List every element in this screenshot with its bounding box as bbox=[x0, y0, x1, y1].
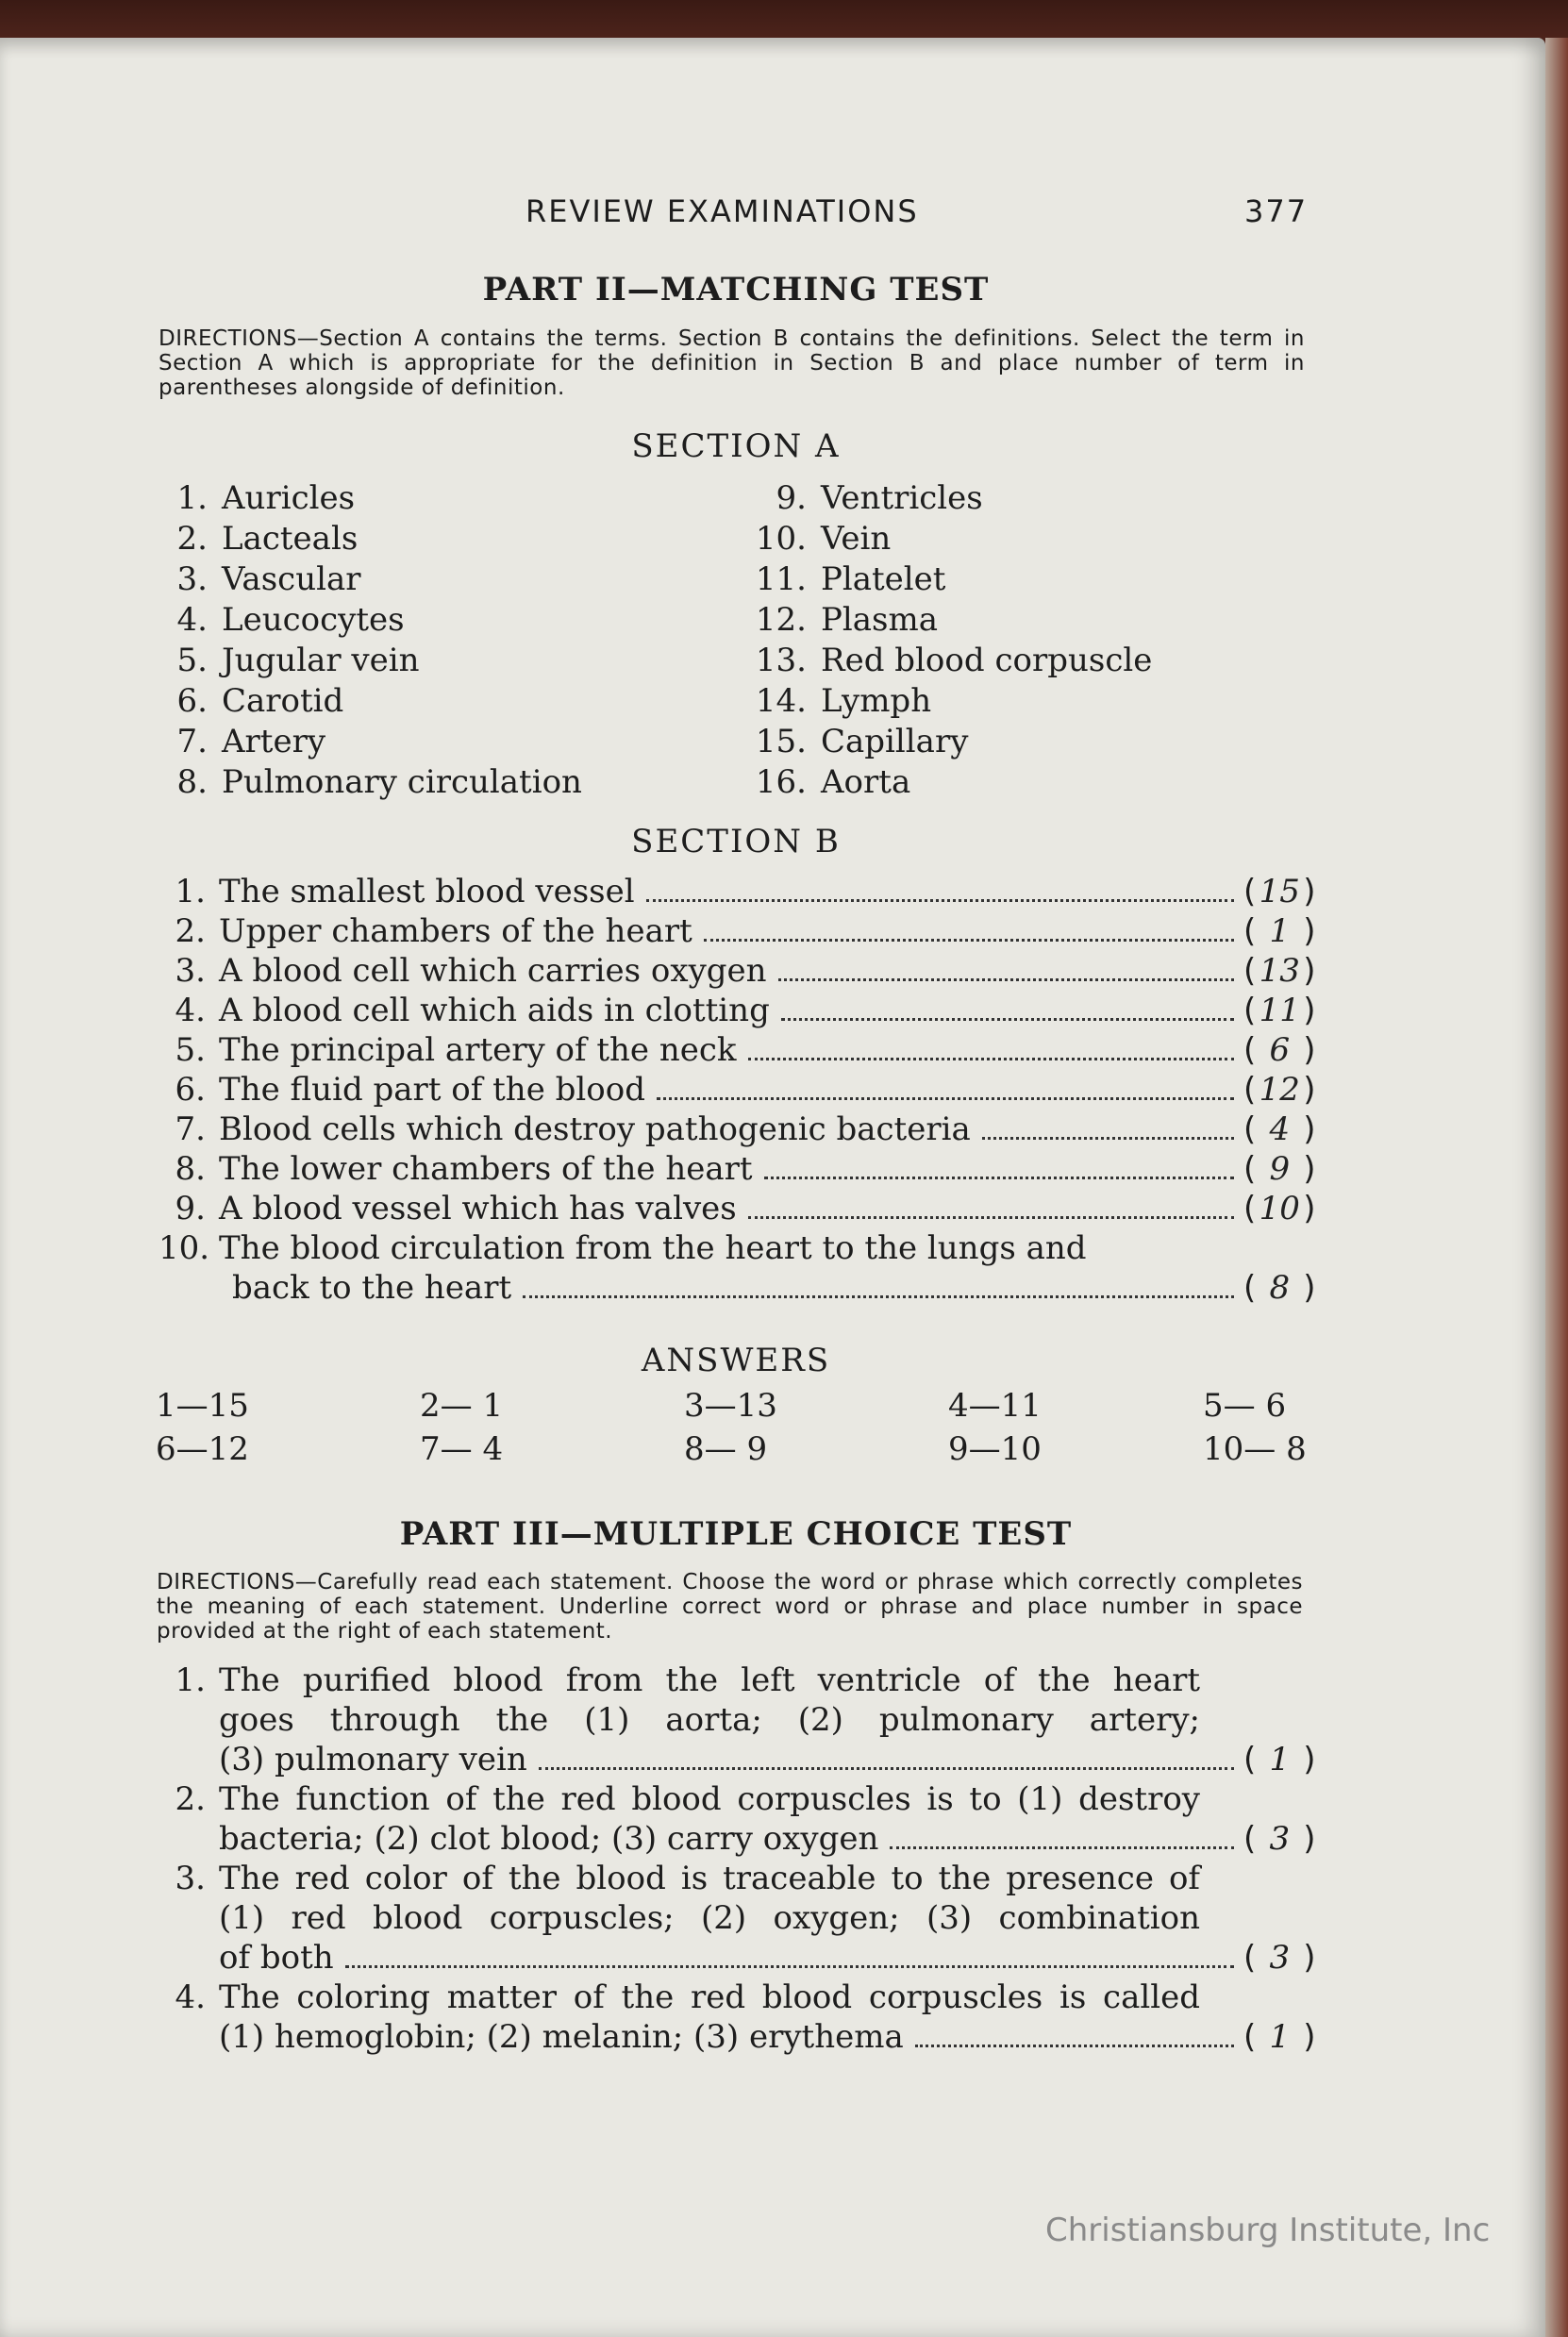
section-a-heading: SECTION A bbox=[631, 427, 841, 465]
handwritten-answer: 3 bbox=[1269, 1820, 1291, 1858]
section-a-term bbox=[745, 763, 910, 801]
section-a-term bbox=[175, 723, 325, 760]
term-number: 2. bbox=[176, 520, 208, 558]
term-label: Vein bbox=[821, 520, 892, 558]
term-label: Platelet bbox=[821, 560, 946, 598]
definition-item bbox=[158, 951, 1328, 991]
dot-leader bbox=[748, 1058, 1234, 1060]
answers-heading: ANSWERS bbox=[641, 1342, 831, 1379]
term-label: Red blood corpuscle bbox=[821, 642, 1153, 679]
term-number: 1. bbox=[176, 479, 208, 517]
definition-item bbox=[158, 1149, 1328, 1189]
answer-blank: ( 6 ) bbox=[1243, 1031, 1316, 1069]
term-label: Lymph bbox=[821, 682, 932, 720]
term-number: 13. bbox=[755, 642, 807, 679]
section-a-term bbox=[175, 601, 405, 639]
term-label: Vascular bbox=[222, 560, 361, 598]
handwritten-answer: 1 bbox=[1269, 2018, 1291, 2056]
definition-text: A blood cell which aids in clotting bbox=[219, 992, 770, 1029]
question-first-line bbox=[158, 1661, 1328, 1700]
handwritten-answer: 4 bbox=[1269, 1110, 1291, 1148]
dot-leader bbox=[523, 1295, 1234, 1298]
answer-blank: ( 1 ) bbox=[1243, 2018, 1316, 2056]
section-a-term bbox=[745, 642, 1152, 679]
definition-number: 9. bbox=[175, 1190, 206, 1227]
term-number: 15. bbox=[755, 723, 807, 760]
definition-number: 10. bbox=[158, 1229, 210, 1267]
definition-text: The principal artery of the neck bbox=[219, 1031, 737, 1069]
definition-item bbox=[158, 1070, 1328, 1110]
question-number: 2. bbox=[175, 1780, 206, 1818]
handwritten-answer: 12 bbox=[1259, 1071, 1300, 1109]
term-number: 3. bbox=[176, 560, 208, 598]
question-text: The function of the red blood corpuscles is to (1) destroy bbox=[219, 1780, 1200, 1818]
dot-leader bbox=[915, 2045, 1234, 2047]
question-text: The coloring matter of the red blood corpuscles is called bbox=[219, 1978, 1200, 2016]
definition-number: 8. bbox=[175, 1150, 206, 1188]
section-a-term bbox=[175, 642, 420, 679]
multiple-choice-item bbox=[158, 1779, 1328, 1859]
answer-pair: 3—13 bbox=[684, 1387, 777, 1425]
dot-leader bbox=[890, 1846, 1234, 1849]
handwritten-answer: 3 bbox=[1269, 1939, 1291, 1977]
section-a-term bbox=[745, 723, 968, 760]
section-a-term bbox=[175, 560, 361, 598]
answers-row bbox=[156, 1430, 1311, 1474]
answer-blank: (15) bbox=[1243, 873, 1316, 910]
handwritten-answer: 13 bbox=[1259, 952, 1300, 990]
definition-text: Blood cells which destroy pathogenic bacteria bbox=[219, 1110, 971, 1148]
term-label: Aorta bbox=[821, 763, 911, 801]
term-number: 11. bbox=[755, 560, 807, 598]
term-number: 4. bbox=[176, 601, 208, 639]
book-page bbox=[0, 38, 1545, 2337]
answer-blank: (10) bbox=[1243, 1190, 1316, 1227]
section-a-term bbox=[175, 479, 355, 517]
answers-row bbox=[156, 1387, 1311, 1430]
handwritten-answer: 1 bbox=[1269, 1741, 1291, 1778]
definition-item bbox=[158, 872, 1328, 911]
multiple-choice-item bbox=[158, 1661, 1328, 1779]
definition-text: A blood cell which carries oxygen bbox=[219, 952, 767, 990]
question-last-line bbox=[158, 1819, 1328, 1859]
definition-text: back to the heart bbox=[232, 1269, 512, 1307]
section-a-term bbox=[745, 560, 945, 598]
definition-item bbox=[158, 1189, 1328, 1228]
answer-blank: (12) bbox=[1243, 1071, 1316, 1109]
term-label: Ventricles bbox=[821, 479, 983, 517]
question-last-line bbox=[158, 1938, 1328, 1978]
handwritten-answer: 9 bbox=[1269, 1150, 1291, 1188]
answer-pair: 5— 6 bbox=[1203, 1387, 1287, 1425]
definition-number: 3. bbox=[175, 952, 206, 990]
answer-blank: ( 3 ) bbox=[1243, 1939, 1316, 1977]
definition-number: 4. bbox=[175, 992, 206, 1029]
definition-number: 1. bbox=[175, 873, 206, 910]
question-number: 4. bbox=[175, 1978, 206, 2016]
section-a-term bbox=[745, 520, 891, 558]
term-number: 16. bbox=[755, 763, 807, 801]
term-number: 8. bbox=[176, 763, 208, 801]
definition-number: 5. bbox=[175, 1031, 206, 1069]
section-a-term bbox=[745, 601, 938, 639]
question-last-line bbox=[158, 2017, 1328, 2057]
term-number: 6. bbox=[176, 682, 208, 720]
section-a-term bbox=[745, 682, 931, 720]
answer-pair: 6—12 bbox=[156, 1430, 249, 1468]
answer-blank: ( 1 ) bbox=[1243, 912, 1316, 950]
answer-blank: ( 1 ) bbox=[1243, 1741, 1316, 1778]
part-2-title: PART II—MATCHING TEST bbox=[482, 271, 990, 309]
dot-leader bbox=[704, 939, 1234, 942]
question-text: (1) red blood corpuscles; (2) oxygen; (3) combination bbox=[219, 1899, 1200, 1937]
multiple-choice-item bbox=[158, 1978, 1328, 2057]
handwritten-answer: 11 bbox=[1259, 992, 1300, 1029]
dot-leader bbox=[646, 899, 1234, 902]
term-number: 7. bbox=[176, 723, 208, 760]
dot-leader bbox=[982, 1137, 1234, 1140]
part-3-directions: DIRECTIONS—Carefully read each statement. Choose the word or phrase which correctly completes the meaning of each statement. Underline correct word or phrase and place number in space provided at the right of each statement. bbox=[157, 1570, 1303, 1644]
section-a-term bbox=[745, 479, 983, 517]
answer-pair: 10— 8 bbox=[1203, 1430, 1307, 1468]
dot-leader bbox=[539, 1767, 1234, 1770]
question-text: of both bbox=[219, 1939, 334, 1977]
definition-text: The blood circulation from the heart to the lungs and bbox=[219, 1229, 1087, 1267]
definition-text: The lower chambers of the heart bbox=[219, 1150, 753, 1188]
watermark: Christiansburg Institute, Inc bbox=[1045, 2212, 1491, 2249]
question-first-line bbox=[158, 1779, 1328, 1819]
definition-number: 7. bbox=[175, 1110, 206, 1148]
definition-continuation bbox=[158, 1268, 1328, 1308]
handwritten-answer: 10 bbox=[1259, 1190, 1300, 1227]
question-text: (3) pulmonary vein bbox=[219, 1741, 527, 1778]
term-label: Plasma bbox=[821, 601, 938, 639]
running-head-title: REVIEW EXAMINATIONS bbox=[525, 193, 919, 229]
answer-pair: 7— 4 bbox=[420, 1430, 504, 1468]
answer-pair: 2— 1 bbox=[420, 1387, 504, 1425]
answer-blank: (13) bbox=[1243, 952, 1316, 990]
section-a-term bbox=[175, 520, 358, 558]
answer-pair: 9—10 bbox=[948, 1430, 1042, 1468]
definition-number: 6. bbox=[175, 1071, 206, 1109]
question-number: 1. bbox=[175, 1661, 206, 1699]
answer-pair: 1—15 bbox=[156, 1387, 249, 1425]
section-b-definitions bbox=[158, 872, 1328, 1308]
definition-number: 2. bbox=[175, 912, 206, 950]
multiple-choice-item bbox=[158, 1859, 1328, 1978]
handwritten-answer: 6 bbox=[1269, 1031, 1291, 1069]
definition-item bbox=[158, 991, 1328, 1030]
dot-leader bbox=[778, 978, 1234, 981]
term-number: 5. bbox=[176, 642, 208, 679]
answer-pair: 8— 9 bbox=[684, 1430, 768, 1468]
definition-item bbox=[158, 1110, 1328, 1149]
term-number: 12. bbox=[755, 601, 807, 639]
part-2-directions: DIRECTIONS—Section A contains the terms. Section B contains the definitions. Select the term in Section A which is appropriate for the definition in Section B and place number of term in parentheses alongside of definition. bbox=[158, 326, 1305, 400]
definition-item bbox=[158, 911, 1328, 951]
term-label: Auricles bbox=[222, 479, 356, 517]
book-page-edge bbox=[1545, 38, 1568, 2337]
answer-pair: 4—11 bbox=[948, 1387, 1042, 1425]
part-3-title: PART III—MULTIPLE CHOICE TEST bbox=[399, 1515, 1073, 1553]
answer-blank: ( 4 ) bbox=[1243, 1110, 1316, 1148]
question-text: goes through the (1) aorta; (2) pulmonary artery; bbox=[219, 1701, 1200, 1739]
dot-leader bbox=[781, 1018, 1234, 1021]
question-number: 3. bbox=[175, 1860, 206, 1897]
term-label: Lacteals bbox=[222, 520, 359, 558]
section-a-term bbox=[175, 763, 582, 801]
term-label: Artery bbox=[222, 723, 326, 760]
term-label: Carotid bbox=[222, 682, 344, 720]
answers-grid bbox=[156, 1387, 1311, 1474]
question-text: (1) hemoglobin; (2) melanin; (3) erythema bbox=[219, 2018, 904, 2056]
dot-leader bbox=[345, 1965, 1234, 1968]
section-b-heading: SECTION B bbox=[631, 823, 841, 860]
question-text: The purified blood from the left ventricle of the heart bbox=[219, 1661, 1200, 1699]
dot-leader bbox=[764, 1177, 1234, 1179]
definition-text: The fluid part of the blood bbox=[219, 1071, 645, 1109]
term-number: 9. bbox=[776, 479, 807, 517]
definition-text: Upper chambers of the heart bbox=[219, 912, 692, 950]
term-label: Capillary bbox=[821, 723, 969, 760]
term-label: Jugular vein bbox=[222, 642, 420, 679]
definition-text: A blood vessel which has valves bbox=[219, 1190, 737, 1227]
handwritten-answer: 15 bbox=[1259, 873, 1300, 910]
term-number: 14. bbox=[755, 682, 807, 720]
answer-blank: ( 9 ) bbox=[1243, 1150, 1316, 1188]
handwritten-answer: 1 bbox=[1269, 912, 1291, 950]
question-text: The red color of the blood is traceable to the presence of bbox=[219, 1860, 1200, 1897]
term-label: Pulmonary circulation bbox=[222, 763, 582, 801]
term-label: Leucocytes bbox=[222, 601, 405, 639]
answer-blank: (11) bbox=[1243, 992, 1316, 1029]
dot-leader bbox=[657, 1097, 1234, 1100]
dot-leader bbox=[748, 1216, 1234, 1219]
definition-item bbox=[158, 1228, 1328, 1268]
multiple-choice-items bbox=[158, 1661, 1328, 2057]
question-first-line bbox=[158, 1859, 1328, 1898]
section-a-term bbox=[175, 682, 343, 720]
running-head bbox=[525, 193, 1375, 229]
answer-blank: ( 8 ) bbox=[1243, 1269, 1316, 1307]
question-text: bacteria; (2) clot blood; (3) carry oxygen bbox=[219, 1820, 879, 1858]
term-number: 10. bbox=[755, 520, 807, 558]
question-first-line bbox=[158, 1978, 1328, 2017]
page-number: 377 bbox=[1244, 193, 1309, 229]
handwritten-answer: 8 bbox=[1269, 1269, 1291, 1307]
question-last-line bbox=[158, 1740, 1328, 1779]
answer-blank: ( 3 ) bbox=[1243, 1820, 1316, 1858]
definition-text: The smallest blood vessel bbox=[219, 873, 635, 910]
definition-item bbox=[158, 1030, 1328, 1070]
